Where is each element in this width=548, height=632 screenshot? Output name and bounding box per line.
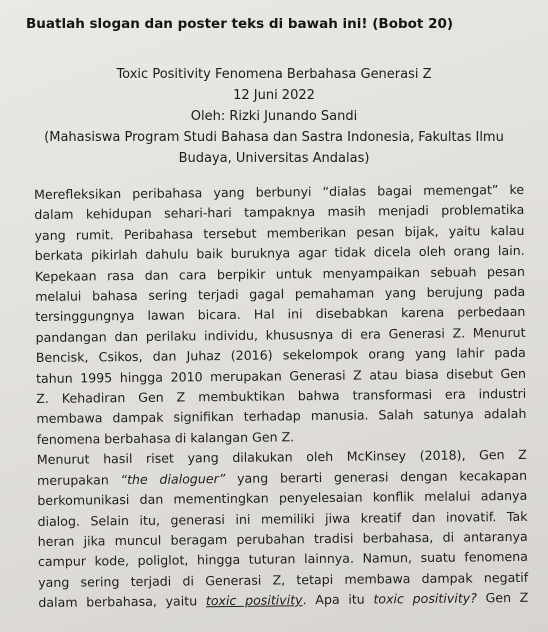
text-line: dalam kehidupan sehari-hari tampaknya masih menjadi problematika bbox=[34, 202, 525, 223]
text-line: berkomunikasi dan mementingkan penyelesaian konflik melalui adanya bbox=[37, 487, 528, 509]
text-line: fenomena berbahasa di kalangan Gen Z. bbox=[36, 429, 295, 447]
text-run: dalam berbahasa, yaitu bbox=[38, 593, 206, 611]
article-affiliation-line-1: (Mahasiswa Program Studi Bahasa dan Sastra Indonesia, Fakultas Ilmu bbox=[44, 130, 504, 145]
text-line: tahun 1995 hingga 2010 merupakan Generasi Z atau biasa disebut Gen bbox=[35, 365, 527, 386]
text-line: campur kode, poliglot, hingga tuturan lainnya. Namun, suatu fenomena bbox=[37, 549, 528, 570]
text-line: membawa dampak signifikan terhadap manusia. Salah satunya adalah bbox=[36, 406, 527, 427]
text-line: heran jika muncul beragam perubahan tradisi berbahasa, di antaranya bbox=[37, 528, 528, 549]
paragraph-2 bbox=[37, 445, 529, 613]
text-line: Merefleksikan peribahasa yang berbunyi “dialas bagai memengat” ke bbox=[34, 181, 525, 202]
article-author: Oleh: Rizki Junando Sandi bbox=[190, 109, 358, 124]
paragraph-1 bbox=[34, 180, 527, 450]
text-line: berkata pikirlah dahulu baik buruknya agar tidak dicela oleh orang lain. bbox=[34, 243, 525, 264]
text-line: dialog. Selain itu, generasi ini memiliki jiwa kreatif dan inovatif. Tak bbox=[37, 508, 528, 529]
article-date: 12 Juni 2022 bbox=[233, 88, 315, 103]
text-line: Menurut hasil riset yang dilakukan oleh McKinsey (2018), Gen Z bbox=[36, 447, 527, 468]
text-line: Z. Kehadiran Gen Z membuktikan bahwa transformasi era industri bbox=[36, 385, 527, 407]
article-body bbox=[34, 180, 528, 614]
italic-phrase: toxic positivity? bbox=[373, 590, 477, 607]
text-run: Gen Z bbox=[476, 589, 529, 606]
text-line: pandangan dan perilaku individu, khususnya di era Generasi Z. Menurut bbox=[35, 324, 526, 345]
text-run: merupakan bbox=[37, 471, 121, 488]
assignment-instruction: Buatlah slogan dan poster teks di bawah ini! (Bobot 20) bbox=[26, 16, 454, 32]
text-line: Bencisk, Csikos, dan Juhaz (2016) sekelompok orang yang lahir pada bbox=[35, 345, 526, 366]
text-line: yang rumit. Peribahasa tersebut memberikan pesan bijak, yaitu kalau bbox=[34, 222, 525, 243]
text-run: yang berarti generasi dengan kecakapan bbox=[225, 467, 528, 486]
article-affiliation-line-2: Budaya, Universitas Andalas) bbox=[178, 151, 370, 166]
text-line: Kepekaan rasa dan cara berpikir untuk menyampaikan sebuah pesan bbox=[34, 263, 526, 284]
text-line: melalui bahasa sering terjadi gagal pemahaman yang berujung pada bbox=[35, 283, 526, 305]
article-title: Toxic Positivity Fenomena Berbahasa Generasi Z bbox=[116, 67, 432, 82]
italic-phrase: toxic positivity bbox=[205, 592, 303, 609]
text-line bbox=[38, 588, 528, 614]
text-line: yang sering terjadi di Generasi Z, tetapi membawa dampak negatif bbox=[38, 569, 529, 590]
text-line: tersinggungnya lawan bicara. Hal ini disebabkan karena perbedaan bbox=[35, 304, 526, 325]
italic-phrase: “the dialoguer” bbox=[120, 470, 226, 487]
article-header bbox=[0, 64, 548, 169]
text-run: . Apa itu bbox=[302, 591, 374, 608]
